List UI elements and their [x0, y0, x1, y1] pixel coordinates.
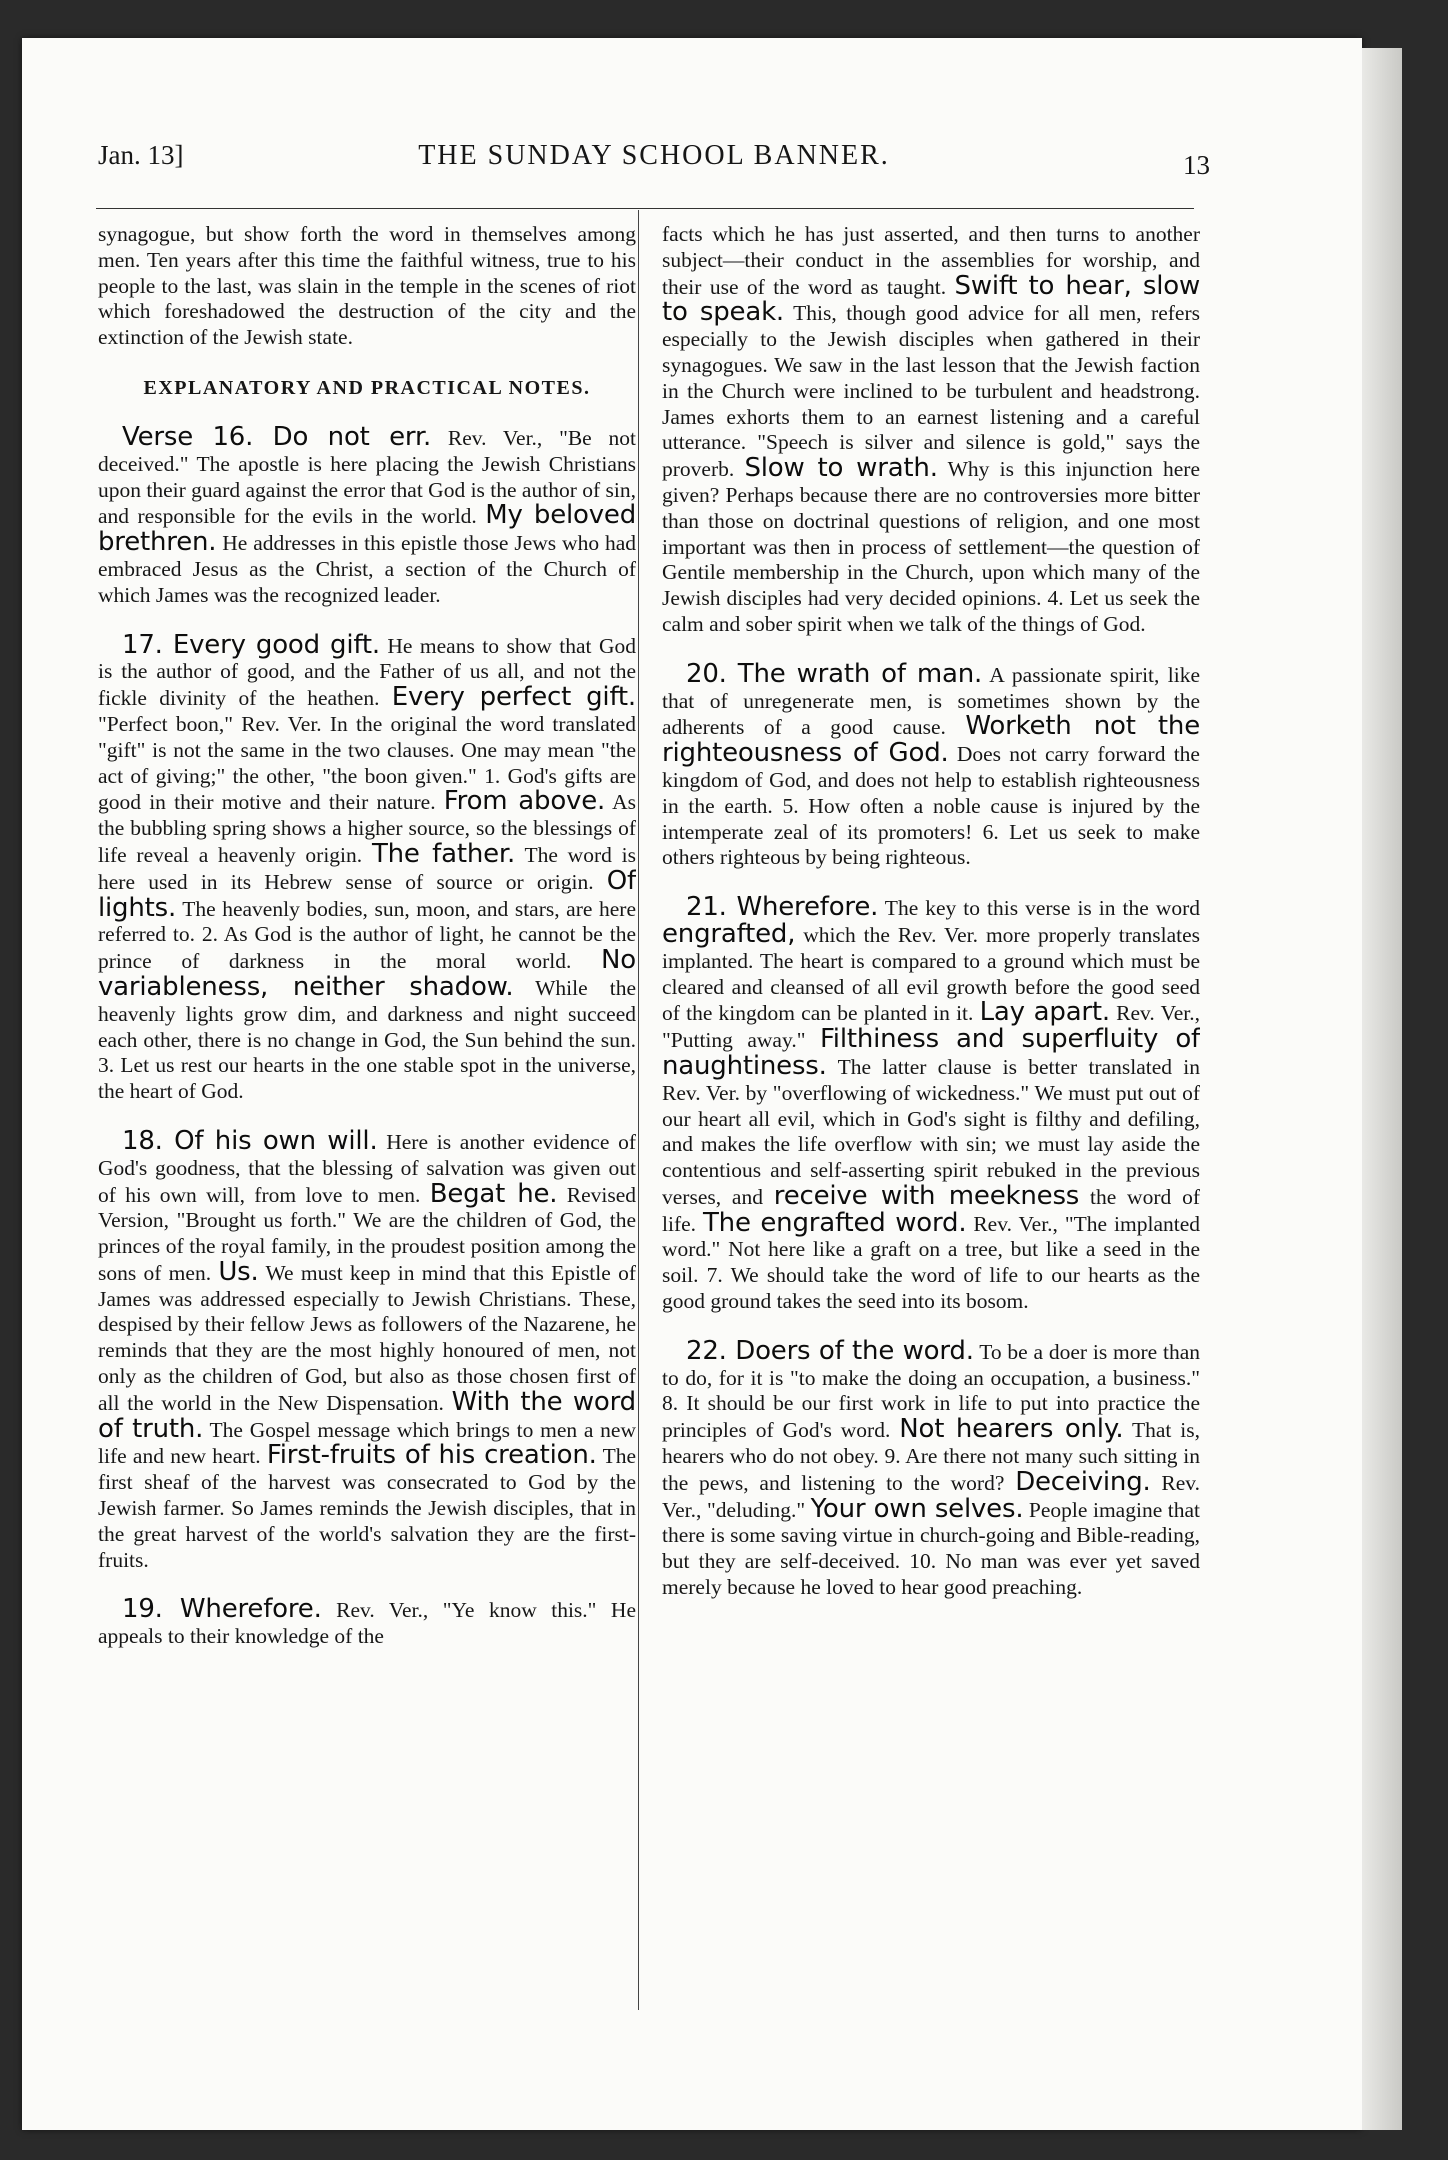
keyword-phrase: Begat he. — [429, 1178, 558, 1209]
body-text: As the bubbling spring shows a higher source, so the blessings of life reveal a heavenly origin. — [98, 790, 636, 867]
keyword-phrase: Not hearers only. — [899, 1414, 1124, 1445]
keyword-phrase: Slow to wrath. — [744, 453, 938, 484]
keyword-phrase: 22. Doers of the word. — [686, 1335, 974, 1366]
keyword-phrase: Lay apart. — [979, 997, 1110, 1028]
body-text: The heavenly bodies, sun, moon, and stars, are here referred to. 2. As God is the author of light, he cannot be the prince of darkness in the moral world. — [98, 896, 636, 974]
body-text: While the heavenly lights grow dim, and darkness and night succeed each other, there is no change in God, the Sun behind the sun. 3. Let us rest our hearts in the one stable spot in the universe, the heart of God. — [98, 975, 636, 1104]
keyword-phrase: 21. Wherefore. — [686, 892, 879, 923]
keyword-phrase: Of lights. — [98, 865, 636, 923]
keyword-phrase: With the word of truth. — [98, 1386, 636, 1444]
right-column — [662, 222, 1200, 2012]
paragraph — [98, 421, 636, 609]
keyword-phrase: First-fruits of his creation. — [266, 1440, 597, 1471]
keyword-phrase: Your own selves. — [810, 1493, 1024, 1524]
keyword-phrase: Every perfect gift. — [391, 682, 636, 713]
keyword-phrase: My beloved brethren. — [98, 500, 636, 558]
body-text: To be a doer is more than to do, for it is "to make the doing an occupation, a business." 8. It should be our first work in life to put into practice the principles of God's word. — [662, 1339, 1200, 1443]
body-text: Rev. Ver., "The implanted word." Not here like a graft on a tree, but like a seed in the soil. 7. We should take the word of life to our hearts as the good ground takes the seed into its bosom. — [662, 1211, 1200, 1314]
keyword-phrase: 19. Wherefore. — [122, 1594, 322, 1625]
keyword-phrase: From above. — [443, 786, 606, 817]
keyword-phrase: No variableness, neither shadow. — [98, 945, 636, 1002]
body-text: A passionate spirit, like that of unregenerate men, is sometimes shown by the adherents of a good cause. — [662, 662, 1200, 740]
keyword-phrase: Swift to hear, slow to speak. — [662, 270, 1200, 328]
body-text: People imagine that there is some saving virtue in church-going and Bible-reading, but they are self-deceived. 10. No man was ever yet saved merely because he loved to hear good preaching. — [662, 1497, 1200, 1600]
body-text: This, though good advice for all men, refers especially to the Jewish disciples when gathered in their synagogues. We saw in the last lesson that the Jewish faction in the Church were inclined to be turbulent and headstrong. James exhorts them to an earnest listening and a careful utterance. "Speech is silver and silence is gold," says the proverb. — [662, 301, 1200, 482]
paragraph — [662, 222, 1200, 638]
paragraph — [98, 222, 636, 351]
notes-heading: EXPLANATORY AND PRACTICAL NOTES. — [143, 376, 591, 399]
body-text: synagogue, but show forth the word in themselves among men. Ten years after this time the faithful witness, true to his people to the last, was slain in the temple in the scenes of riot which foreshadowed the destruction of the city and the extinction of the Jewish state. — [98, 222, 636, 350]
header-date: Jan. 13] — [98, 140, 184, 170]
body-text: Does not carry forward the kingdom of God, and does not help to establish righteousness in the earth. 5. How often a noble cause is injured by the intemperate zeal of its promoters! 6. Let us seek to make others righteous by being righteous. — [662, 742, 1200, 870]
keyword-phrase: engrafted, — [662, 918, 796, 949]
page-number: 13 — [1183, 150, 1210, 180]
column-divider — [638, 210, 639, 2010]
keyword-phrase: Us. — [218, 1256, 259, 1287]
body-text: Here is another evidence of God's goodness, that the blessing of salvation was given out of his own will, from love to men. — [98, 1129, 636, 1207]
body-text: Rev. Ver., "deluding." — [662, 1470, 1200, 1522]
body-text: Revised Version, "Brought us forth." We are the children of God, the princes of the royal family, in the proudest position among the sons of men. — [98, 1182, 636, 1285]
paragraph — [662, 892, 1200, 1315]
body-text: Rev. Ver., "Putting away." — [662, 1001, 1200, 1053]
body-text: the word of life. — [662, 1184, 1200, 1236]
header-rule — [96, 208, 1194, 209]
body-text: which the Rev. Ver. more properly translates implanted. The heart is compared to a ground which must be cleared and cleansed of all evil growth before the good seed of the kingdom can be planted in it. — [662, 922, 1200, 1026]
paragraph — [98, 1125, 636, 1574]
keyword-phrase: The engrafted word. — [702, 1207, 967, 1238]
body-text: The Gospel message which brings to men a new life and new heart. — [98, 1417, 636, 1469]
paragraph — [98, 629, 636, 1105]
body-text: He means to show that God is the author of good, and the Father of us all, and not the fickle divinity of the heathen. — [98, 633, 636, 711]
keyword-phrase: 20. The wrath of man. — [686, 658, 983, 689]
body-text: That is, hearers who do not obey. 9. Are there not many such sitting in the pews, and listening to the word? — [662, 1418, 1200, 1495]
body-text: "Perfect boon," Rev. Ver. In the original the word translated "gift" is not the same in the two clauses. One may mean "the act of giving;" the other, "the boon given." 1. God's gifts are good in their motive and their nature. — [98, 711, 636, 815]
body-text: He addresses in this epistle those Jews who had embraced Jesus as the Christ, a section of the Church of which James was the recognized leader. — [98, 531, 636, 607]
body-text: The first sheaf of the harvest was consecrated to God by the Jewish farmer. So James reminds the Jewish disciples, that in the great harvest of the world's salvation they are the first-fruits. — [98, 1444, 636, 1572]
paragraph — [98, 1594, 636, 1650]
body-text: facts which he has just asserted, and then turns to another subject—their conduct in the assemblies for worship, and their use of the word as taught. — [662, 222, 1200, 299]
header-title: THE SUNDAY SCHOOL BANNER. — [418, 140, 890, 171]
keyword-phrase: 17. Every good gift. — [122, 629, 380, 660]
body-text: Rev. Ver., "Be not deceived." The apostle is here placing the Jewish Christians upon their guard against the error that God is the author of sin, and responsible for the evils in the world. — [98, 425, 636, 529]
keyword-phrase: Verse 16. Do not err. — [122, 421, 432, 452]
keyword-phrase: Deceiving. — [1015, 1466, 1151, 1497]
keyword-phrase: Worketh not the righteousness of God. — [662, 711, 1200, 769]
paragraph — [662, 658, 1200, 871]
keyword-phrase: The father. — [371, 838, 516, 869]
body-text: We must keep in mind that this Epistle of James was addressed especially to Jewish Christians. These, despised by their fellow Jews as followers of the Nazarene, he reminds that they are the most highly honoured of men, not only as the children of God, but also as those chosen first of all the world in the New Dispensation. — [98, 1260, 636, 1415]
keyword-phrase: 18. Of his own will. — [122, 1125, 378, 1156]
page-edge — [1362, 48, 1402, 2130]
body-text: The key to this verse is in the word — [878, 896, 1200, 921]
paragraph — [662, 1335, 1200, 1601]
body-text: Why is this injunction here given? Perhaps because there are no controversies more bitter than those on doctrinal questions of religion, and one most important was then in process of settlement—the question of Gentile membership in the Church, upon which many of the Jewish disciples had very decided opinions. 4. Let us seek the calm and sober spirit when we talk of the things of God. — [662, 457, 1200, 636]
body-text: The word is here used in its Hebrew sense of source or origin. — [98, 842, 636, 894]
page-header — [98, 140, 1210, 180]
keyword-phrase: receive with meekness — [773, 1180, 1080, 1211]
keyword-phrase: Filthiness and superfluity of naughtiness. — [662, 1024, 1200, 1081]
body-text: Rev. Ver., "Ye know this." He appeals to their knowledge of the — [98, 1598, 636, 1649]
body-text: The latter clause is better translated in Rev. Ver. by "overflowing of wickedness." We must put out of our heart all evil, which in God's sight is filthy and defiling, and makes the life overflow with sin; we must lay aside the contentious and self-asserting spirit rebuked in the previous verses, and — [662, 1054, 1200, 1209]
left-column — [98, 222, 636, 2012]
